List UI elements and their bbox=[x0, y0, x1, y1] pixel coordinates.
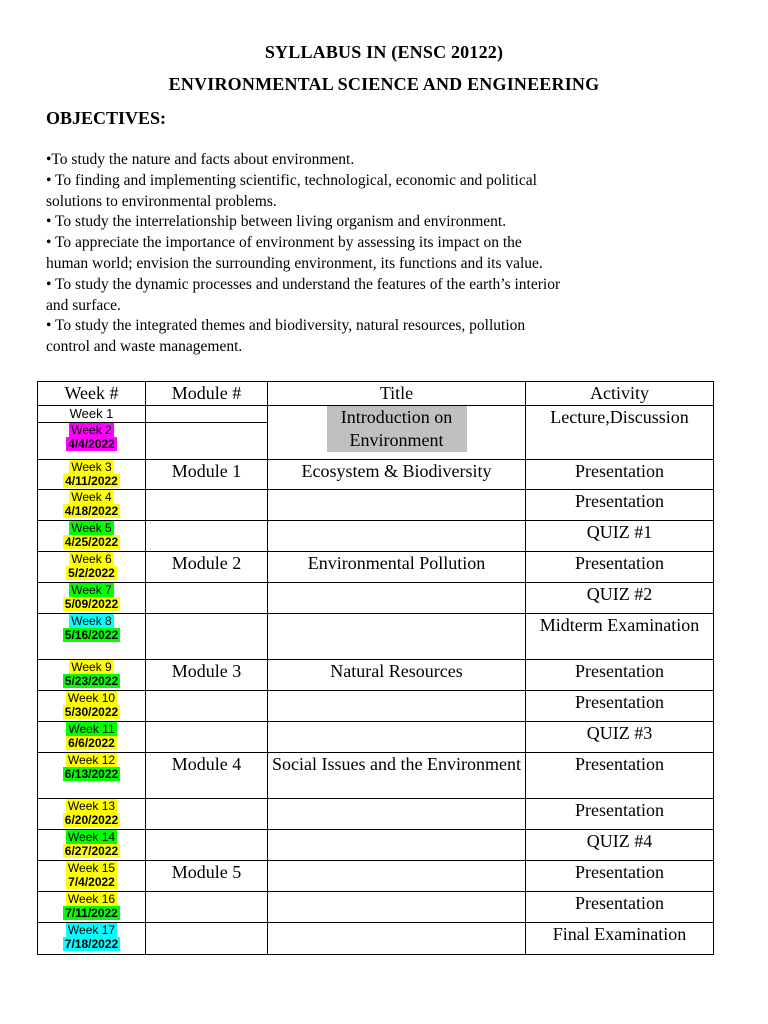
title-text: Introduction on Environment bbox=[327, 406, 467, 452]
table-row bbox=[38, 406, 714, 423]
title-cell bbox=[268, 799, 526, 830]
title-cell bbox=[268, 691, 526, 722]
week-cell bbox=[38, 722, 146, 753]
table-row bbox=[38, 583, 714, 614]
week-cell bbox=[38, 660, 146, 691]
table-row bbox=[38, 892, 714, 923]
module-cell bbox=[146, 722, 268, 753]
activity-cell: Presentation bbox=[526, 460, 714, 490]
activity-cell: Midterm Examination bbox=[526, 614, 714, 660]
week-label: Week 3 bbox=[71, 460, 112, 474]
module-cell bbox=[146, 799, 268, 830]
week-label: Week 14 bbox=[67, 830, 116, 844]
table-row bbox=[38, 460, 714, 490]
title-cell bbox=[268, 490, 526, 521]
week-date: 7/18/2022 bbox=[64, 937, 119, 951]
week-cell bbox=[38, 406, 146, 423]
title-cell bbox=[268, 406, 526, 460]
objective-line: • To study the dynamic processes and understand the features of the earth’s interior bbox=[46, 275, 561, 293]
header-module: Module # bbox=[146, 382, 268, 406]
table-row bbox=[38, 614, 714, 660]
module-cell: Module 2 bbox=[146, 552, 268, 583]
objective-line: • To study the interrelationship between living organism and environment. bbox=[46, 213, 507, 231]
week-date: 5/23/2022 bbox=[64, 674, 119, 688]
week-label: Week 10 bbox=[67, 691, 116, 705]
activity-cell: QUIZ #2 bbox=[526, 583, 714, 614]
module-cell: Module 4 bbox=[146, 753, 268, 799]
activity-cell: QUIZ #3 bbox=[526, 722, 714, 753]
activity-cell: Presentation bbox=[526, 753, 714, 799]
week-date: 5/09/2022 bbox=[64, 597, 119, 611]
objective-line: solutions to environmental problems. bbox=[46, 192, 277, 210]
title-cell: Natural Resources bbox=[268, 660, 526, 691]
week-date: 6/20/2022 bbox=[64, 813, 119, 827]
activity-cell: Presentation bbox=[526, 490, 714, 521]
week-cell bbox=[38, 799, 146, 830]
week-cell bbox=[38, 552, 146, 583]
week-label: Week 11 bbox=[68, 722, 115, 736]
activity-cell: Presentation bbox=[526, 892, 714, 923]
week-cell bbox=[38, 521, 146, 552]
module-cell: Module 1 bbox=[146, 460, 268, 490]
title-cell bbox=[268, 521, 526, 552]
week-cell bbox=[38, 861, 146, 892]
module-cell bbox=[146, 892, 268, 923]
week-cell bbox=[38, 423, 146, 460]
week-label: Week 17 bbox=[67, 923, 116, 937]
table-header-row bbox=[38, 382, 714, 406]
objective-item bbox=[46, 150, 726, 171]
activity-cell: Presentation bbox=[526, 691, 714, 722]
module-cell bbox=[146, 423, 268, 460]
module-cell bbox=[146, 614, 268, 660]
document-title: SYLLABUS IN (ENSC 20122) bbox=[264, 42, 504, 62]
week-date: 7/11/2022 bbox=[65, 906, 118, 920]
document-subtitle: ENVIRONMENTAL SCIENCE AND ENGINEERING bbox=[168, 74, 600, 94]
week-cell bbox=[38, 460, 146, 490]
table-row bbox=[38, 861, 714, 892]
week-cell bbox=[38, 490, 146, 521]
week-label: Week 5 bbox=[71, 521, 112, 535]
activity-cell: Final Examination bbox=[526, 923, 714, 955]
week-label: Week 12 bbox=[67, 753, 116, 767]
activity-cell: Presentation bbox=[526, 861, 714, 892]
week-date: 5/2/2022 bbox=[68, 566, 115, 580]
activity-cell: Presentation bbox=[526, 660, 714, 691]
module-cell: Module 3 bbox=[146, 660, 268, 691]
objective-line: and surface. bbox=[46, 296, 121, 314]
table-row bbox=[38, 490, 714, 521]
activity-cell: QUIZ #4 bbox=[526, 830, 714, 861]
objective-item bbox=[46, 316, 726, 358]
week-cell bbox=[38, 923, 146, 955]
title-cell bbox=[268, 923, 526, 955]
table-row bbox=[38, 799, 714, 830]
table-row bbox=[38, 552, 714, 583]
title-cell: Ecosystem & Biodiversity bbox=[268, 460, 526, 490]
week-label: Week 8 bbox=[71, 614, 112, 628]
title-cell bbox=[268, 892, 526, 923]
module-cell bbox=[146, 691, 268, 722]
module-cell bbox=[146, 521, 268, 552]
week-label: Week 2 bbox=[71, 423, 112, 437]
objective-line: human world; envision the surrounding environment, its functions and its value. bbox=[46, 254, 543, 272]
objective-line: •To study the nature and facts about environment. bbox=[46, 151, 355, 168]
table-row bbox=[38, 923, 714, 955]
week-label: Week 13 bbox=[67, 799, 116, 813]
week-cell bbox=[38, 691, 146, 722]
table-row bbox=[38, 660, 714, 691]
objective-line: control and waste management. bbox=[46, 338, 243, 356]
title-cell bbox=[268, 830, 526, 861]
title-cell bbox=[268, 861, 526, 892]
objective-item bbox=[46, 233, 726, 275]
week-label: Week 16 bbox=[67, 892, 116, 906]
module-cell bbox=[146, 406, 268, 423]
week-date: 6/13/2022 bbox=[64, 767, 119, 781]
objective-line: • To appreciate the importance of environment by assessing its impact on the bbox=[46, 234, 522, 252]
objective-item bbox=[46, 212, 726, 233]
table-row bbox=[38, 521, 714, 552]
header-title: Title bbox=[268, 382, 526, 406]
activity-cell: Presentation bbox=[526, 799, 714, 830]
module-cell bbox=[146, 583, 268, 614]
week-date: 4/18/2022 bbox=[64, 504, 119, 518]
objective-item bbox=[46, 275, 726, 317]
module-cell: Module 5 bbox=[146, 861, 268, 892]
title-cell: Environmental Pollution bbox=[268, 552, 526, 583]
objectives-heading: OBJECTIVES: bbox=[46, 108, 167, 128]
week-label: Week 1 bbox=[69, 406, 114, 421]
week-date: 4/25/2022 bbox=[64, 535, 119, 549]
header-week: Week # bbox=[38, 382, 146, 406]
objective-item bbox=[46, 171, 726, 213]
objectives-list bbox=[46, 150, 726, 358]
objective-line: • To study the integrated themes and biodiversity, natural resources, pollution bbox=[46, 317, 526, 335]
week-label: Week 9 bbox=[71, 660, 112, 674]
week-date: 5/30/2022 bbox=[64, 705, 119, 719]
week-date: 7/4/2022 bbox=[68, 875, 115, 889]
week-date: 6/6/2022 bbox=[68, 736, 115, 750]
week-label: Week 4 bbox=[71, 490, 112, 504]
week-cell bbox=[38, 583, 146, 614]
schedule-table bbox=[37, 381, 714, 955]
activity-cell: QUIZ #1 bbox=[526, 521, 714, 552]
title-cell: Social Issues and the Environment bbox=[268, 753, 526, 799]
title-cell bbox=[268, 614, 526, 660]
week-cell bbox=[38, 753, 146, 799]
module-cell bbox=[146, 923, 268, 955]
activity-cell: Lecture,Discussion bbox=[526, 406, 714, 460]
week-date: 4/4/2022 bbox=[68, 437, 115, 451]
module-cell bbox=[146, 830, 268, 861]
table-row bbox=[38, 691, 714, 722]
table-row bbox=[38, 722, 714, 753]
module-cell bbox=[146, 490, 268, 521]
week-date: 5/16/2022 bbox=[64, 628, 119, 642]
objective-line: • To finding and implementing scientific, technological, economic and political bbox=[46, 171, 537, 189]
week-date: 4/11/2022 bbox=[65, 474, 118, 488]
title-cell bbox=[268, 722, 526, 753]
title-cell bbox=[268, 583, 526, 614]
week-label: Week 15 bbox=[67, 861, 116, 875]
week-cell bbox=[38, 830, 146, 861]
week-label: Week 6 bbox=[71, 552, 112, 566]
week-label: Week 7 bbox=[71, 583, 112, 597]
header-activity: Activity bbox=[526, 382, 714, 406]
week-cell bbox=[38, 892, 146, 923]
week-cell bbox=[38, 614, 146, 660]
week-date: 6/27/2022 bbox=[64, 844, 119, 858]
activity-cell: Presentation bbox=[526, 552, 714, 583]
table-row bbox=[38, 753, 714, 799]
table-row bbox=[38, 830, 714, 861]
